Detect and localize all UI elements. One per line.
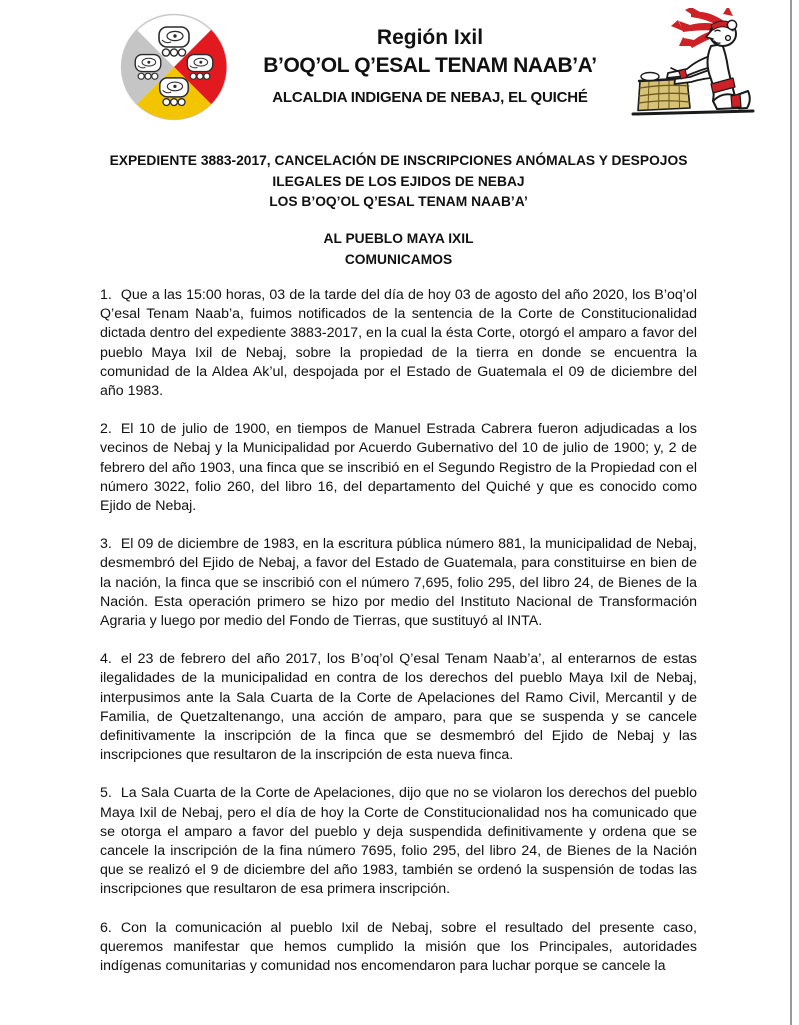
maya-calendar-wheel-logo-icon xyxy=(118,12,230,122)
paragraph-4-number: 4. xyxy=(100,651,112,668)
header-text-block xyxy=(228,24,632,108)
paragraph-6-text: Con la comunicación al pueblo Ixil de Nebaj, sobre el resultado del presente caso, queremos manifestar que hemos cumplido la misión que los Principales, autoridades indígenas comunitarias y comunidad nos encomendaron para luchar porque se cancele la xyxy=(100,919,697,975)
title-line-1: EXPEDIENTE 3883-2017, CANCELACIÓN DE INSCRIPCIONES ANÓMALAS Y DESPOJOS xyxy=(109,153,688,168)
paragraph-5-text: La Sala Cuarta de la Corte de Apelaciones, dijo que no se violaron los derechos del pueblo Maya Ixil de Nebaj, pero el día de hoy la Corte de Constitucionalidad nos ha comunicado que se otorga el amparo a favor del pueblo y deja suspendida definitivamente y ordena que se cancele la inscripción de la fina número 7695, folio 295, del libro 24, de Bienes de la Nación que se realizó el 9 de diciembre del año 1983, también se ordenó la suspensión de todas las inscripciones que resultaron de esa primera inscripción. xyxy=(100,785,697,898)
paragraph-5-number: 5. xyxy=(100,785,112,802)
document-salutation xyxy=(100,229,697,270)
paragraph-6 xyxy=(100,919,697,977)
paragraph-6-number: 6. xyxy=(100,919,112,936)
paragraph-1-number: 1. xyxy=(100,287,112,303)
salutation-line-2: COMUNICAMOS xyxy=(344,251,453,267)
paragraph-2-number: 2. xyxy=(100,421,112,438)
title-line-3: LOS B’OQ’OL Q’ESAL TENAM NAAB’A’ xyxy=(269,194,528,209)
document-title xyxy=(100,151,697,213)
paragraph-1-text: Que a las 15:00 horas, 03 de la tarde del día de hoy 03 de agosto del año 2020, los B’oq’ol Q’esal Tenam Naab’a, fuimos notificados de la sentencia de la Corte de Constitucionalidad dictada dentro del expediente 3883-2017, en la cual la ésta Corte, otorgó el amparo a favor del pueblo Maya Ixil de Nebaj, sobre la propiedad de la tierra en donde se encuentra la comunidad de la Aldea Ak’ul, despojada por el Estado de Guatemala el 09 de diciembre del año 1983. xyxy=(100,287,697,400)
paragraph-3-number: 3. xyxy=(100,536,112,553)
header-region-title: Región Ixil xyxy=(376,26,484,49)
paragraph-3 xyxy=(100,535,697,631)
paragraph-2 xyxy=(100,420,697,516)
salutation-line-1: AL PUEBLO MAYA IXIL xyxy=(323,231,474,246)
paragraph-1 xyxy=(100,286,697,401)
paragraph-4-text: el 23 de febrero del año 2017, los B’oq’ol Q’esal Tenam Naab’a’, al enterarnos de estas ilegalidades de la municipalidad en contra de los derechos del pueblo Maya Ixil de Nebaj, interpusimos ante la Sala Cuarta de la Corte de Apelaciones del Ramo Civil, Mercantil y de Familia, de Quetzaltenango, una acción de amparo, para que se suspenda y se cancele definitivamente la inscripción de la finca que se desmembró del Ejido de Nebaj y las inscripciones que resultaron de la inscripción de esta nueva finca. xyxy=(100,651,697,764)
title-line-2: ILEGALES DE LOS EJIDOS DE NEBAJ xyxy=(272,173,525,189)
paragraph-4 xyxy=(100,650,697,765)
header-suborganization-title: ALCALDIA INDIGENA DE NEBAJ, EL QUICHÉ xyxy=(272,89,588,106)
paragraph-3-text: El 09 de diciembre de 1983, en la escritura pública número 881, la municipalidad de Nebaj, desmembró del Ejido de Nebaj, a favor del Estado de Guatemala, para constituirse en bien de la nación, la finca que se inscribió con el número 7,695, folio 295, del libro 24, de Bienes de la Nación. Esta operación primero se hizo por medio del Instituto Nacional de Transformación Agraria y luego por medio del Fondo de Tierras, que sustituyó al INTA. xyxy=(100,536,697,630)
paragraph-2-text: El 10 de julio de 1900, en tiempos de Manuel Estrada Cabrera fueron adjudicadas a los vecinos de Nebaj y la Municipalidad por Acuerdo Gubernativo del 10 de julio de 1900; y, 2 de febrero del año 1903, una finca que se inscribió en el Segundo Registro de la Propiedad con el número 3022, folio 260, del libro 16, del departamento del Quiché y que es conocido como Ejido de Nebaj. xyxy=(100,421,697,515)
page-right-edge xyxy=(790,0,792,1025)
maya-scribe-illustration-icon xyxy=(627,8,759,122)
header-organization-title: B’OQ’OL Q’ESAL TENAM NAAB’A’ xyxy=(263,54,597,77)
paragraph-5 xyxy=(100,784,697,899)
document-body xyxy=(100,286,697,995)
